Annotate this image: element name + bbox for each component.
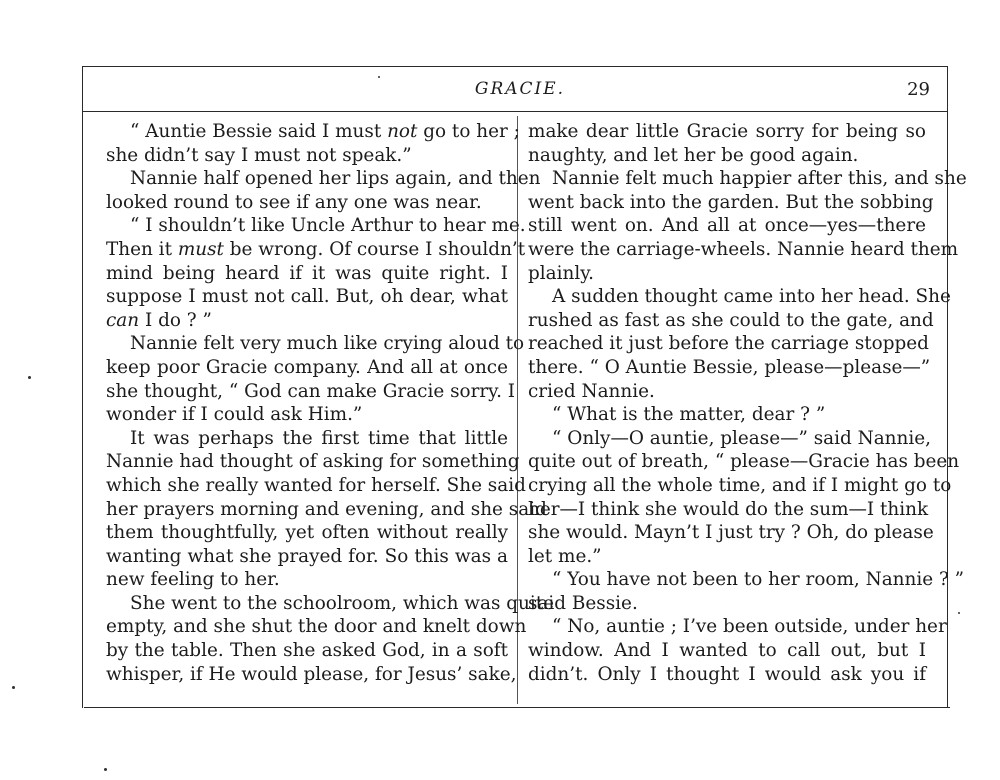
text-line: make dear little Gracie sorry for being so [528, 121, 926, 142]
text-line: Nannie had thought of asking for something [106, 451, 520, 473]
text-line: A sudden thought came into her head. She [552, 286, 951, 308]
text-line: by the table. Then she asked God, in a soft [106, 640, 508, 662]
left-column [106, 120, 555, 686]
text-line: suppose I must not call. But, oh dear, what [106, 286, 508, 308]
text-line: her—I think she would do the sum—I think [528, 498, 929, 520]
text-line: Then it must be wrong. Of course I shouldn’t [106, 238, 526, 260]
text-line: It was perhaps the first time that little [130, 427, 508, 449]
text-line: cried Nannie. [528, 380, 655, 402]
text-line: there. “ O Auntie Bessie, please—please—” [528, 356, 931, 378]
text-line: rushed as fast as she could to the gate, and [528, 309, 934, 331]
text-line: were the carriage-wheels. Nannie heard them [528, 238, 959, 260]
speck [28, 376, 31, 379]
text-line: “ You have not been to her room, Nannie ? ” [552, 569, 965, 591]
text-line: she didn’t say I must not speak.” [106, 144, 412, 166]
text-line: crying all the whole time, and if I might go to [528, 474, 952, 496]
text-line: keep poor Gracie company. And all at once [106, 356, 508, 378]
text-line: let me.” [528, 545, 602, 567]
text-line: Nannie felt much happier after this, and she [552, 168, 967, 190]
text-line: wonder if I could ask Him.” [106, 404, 363, 426]
text-line: quite out of breath, “ please—Gracie has been [528, 451, 960, 473]
text-line: wanting what she prayed for. So this was a [106, 545, 508, 567]
page-number: 29 [907, 79, 930, 100]
text-line: new feeling to her. [106, 569, 280, 591]
text-line: window. And I wanted to call out, but I [528, 640, 926, 662]
text-line: said Bessie. [528, 592, 638, 614]
text-line: naughty, and let her be good again. [528, 144, 859, 166]
text-line: Nannie half opened her lips again, and then [130, 168, 541, 190]
running-title: GRACIE. [474, 79, 566, 99]
text-line: which she really wanted for herself. She said [106, 474, 526, 496]
text-line: “ Auntie Bessie said I must not go to her ; [130, 121, 520, 142]
speck [958, 612, 960, 614]
bottom-rule [84, 707, 950, 708]
text-line: Nannie felt very much like crying aloud to [130, 333, 525, 355]
text-line: reached it just before the carriage stopped [528, 333, 929, 355]
text-line: can I do ? ” [106, 309, 212, 331]
header-rule [82, 111, 948, 112]
text-line: she thought, “ God can make Gracie sorry. I [106, 380, 516, 402]
text-line: didn’t. Only I thought I would ask you if [528, 663, 926, 685]
speck [104, 768, 107, 771]
text-line: them thoughtfully, yet often without really [106, 522, 508, 544]
speck [12, 686, 15, 689]
right-column [528, 120, 967, 686]
text-line: went back into the garden. But the sobbing [528, 191, 934, 213]
text-line: whisper, if He would please, for Jesus’ sake, [106, 663, 517, 685]
text-line: mind being heard if it was quite right. I [106, 262, 508, 284]
text-line: looked round to see if any one was near. [106, 191, 482, 213]
text-line: “ What is the matter, dear ? ” [552, 404, 826, 426]
speck [378, 76, 380, 78]
text-line: “ No, auntie ; I’ve been outside, under her [552, 616, 947, 638]
text-line: “ Only—O auntie, please—” said Nannie, [552, 427, 931, 449]
text-line: She went to the schoolroom, which was quite [130, 592, 555, 614]
text-line: plainly. [528, 262, 595, 284]
text-line: empty, and she shut the door and knelt down [106, 616, 527, 638]
text-line: “ I shouldn’t like Uncle Arthur to hear me. [130, 215, 526, 237]
text-line: still went on. And all at once—yes—there [528, 215, 926, 237]
text-line: she would. Mayn’t I just try ? Oh, do please [528, 522, 934, 544]
text-line: her prayers morning and evening, and she said [106, 498, 547, 520]
